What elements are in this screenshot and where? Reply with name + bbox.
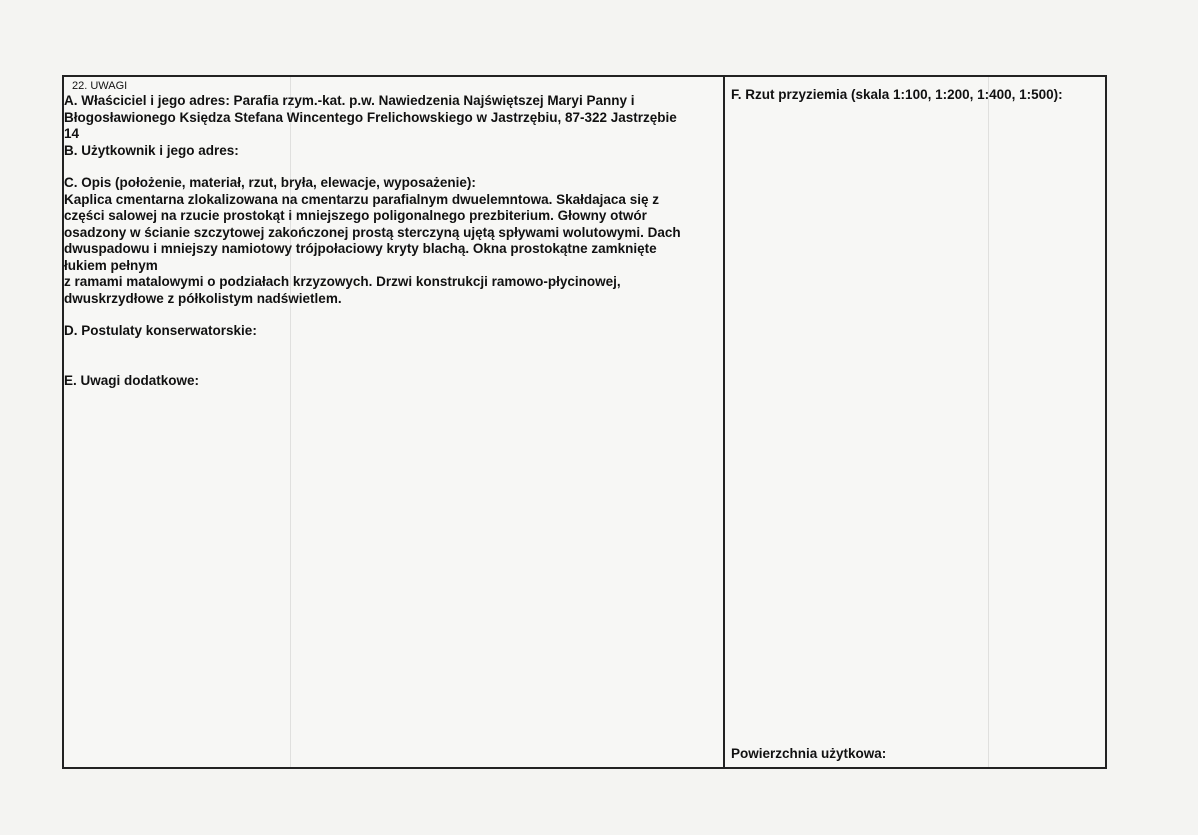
floor-plan-column bbox=[725, 77, 1105, 767]
form-sheet bbox=[62, 75, 1107, 769]
spacer bbox=[64, 159, 723, 175]
description-block bbox=[64, 192, 723, 308]
conservation-postulates: D. Postulaty konserwatorskie: bbox=[64, 323, 257, 338]
description-line: osadzony w ścianie szczytowej zakończonej prostą sterczyną ujętą spływami wolutowymi. Dach bbox=[64, 224, 681, 240]
scan-fold-line bbox=[988, 77, 989, 767]
description-line: części salowej na rzucie prostokąt i mniejszego poligonalnego prezbiterium. Głowny otwór bbox=[64, 208, 647, 223]
owner-line: A. Właściciel i jego adres: Parafia rzym.-kat. p.w. Nawiedzenia Najświętszej Maryi Panny i bbox=[64, 93, 635, 108]
owner-block bbox=[64, 93, 723, 143]
description-line: dwuskrzydłowe z półkolistym nadświetlem. bbox=[64, 290, 342, 306]
description-line: dwuspadowu i mniejszy namiotowy trójpołaciowy kryty blachą. Okna prostokątne zamknięte bbox=[64, 241, 657, 256]
owner-line: 14 bbox=[64, 126, 80, 141]
scan-fold-line bbox=[290, 77, 291, 767]
section-number: 22. UWAGI bbox=[72, 80, 128, 92]
description-line: łukiem pełnym bbox=[64, 257, 158, 273]
spacer bbox=[64, 307, 723, 323]
remarks-column bbox=[64, 77, 725, 767]
floor-plan-heading: F. Rzut przyziemia (skala 1:100, 1:200, 1:400, 1:500): bbox=[731, 87, 1063, 102]
usable-area-label: Powierzchnia użytkowa: bbox=[731, 746, 887, 761]
additional-remarks: E. Uwagi dodatkowe: bbox=[64, 372, 200, 388]
owner-line: Błogosławionego Księdza Stefana Wincentego Frelichowskiego w Jastrzębiu, 87-322 Jastrzębie bbox=[64, 109, 677, 125]
description-heading: C. Opis (położenie, materiał, rzut, bryła, elewacje, wyposażenie): bbox=[64, 175, 476, 190]
description-line: z ramami matalowymi o podziałach krzyzowych. Drzwi konstrukcji ramowo-płycinowej, bbox=[64, 274, 621, 289]
user-line: B. Użytkownik i jego adres: bbox=[64, 142, 239, 158]
spacer bbox=[64, 340, 723, 373]
description-line: Kaplica cmentarna zlokalizowana na cmentarzu parafialnym dwuelemntowa. Skałdajaca się z bbox=[64, 191, 659, 207]
